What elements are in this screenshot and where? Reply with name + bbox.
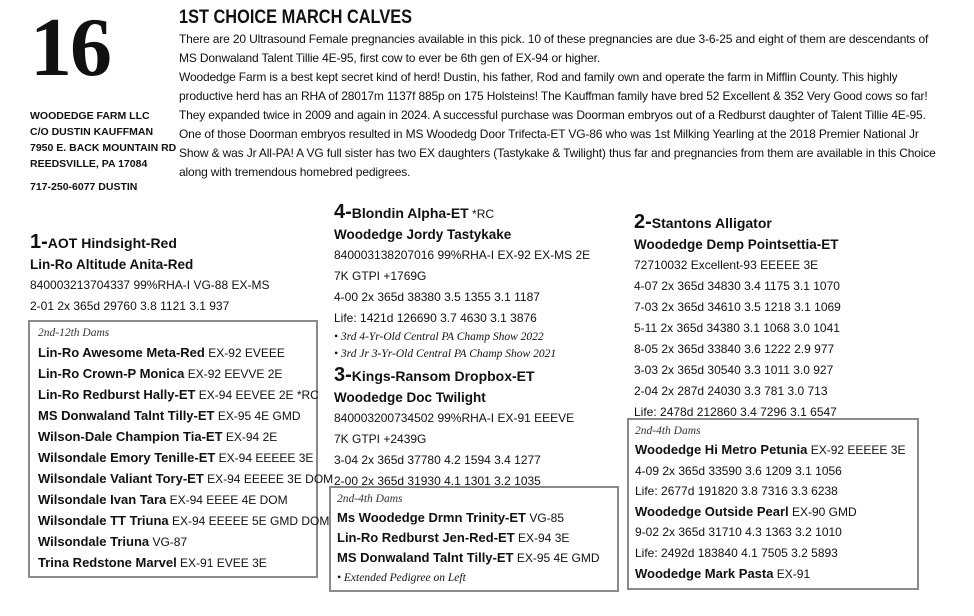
dam-entry-classification: VG-85 — [526, 511, 565, 525]
sire-name: Blondin Alpha-ET — [351, 205, 469, 221]
choice-number: 3- — [334, 364, 352, 386]
dams-box-3 — [627, 418, 919, 590]
dams-label: 2nd-4th Dams — [337, 493, 403, 505]
record-line: 840003138207016 99%RHA-I EX-92 EX-MS 2E — [334, 248, 591, 262]
description-paragraph: Woodedge Farm is a best kept secret kind of herd! Dustin, his father, Rod and family own and operate the farm in Mifflin County. This highly productive herd has an RHA of 28017m 1137f 885p on 175 Holsteins! The Kauffman family have bred 52 Excellent & 352 Very Good cows so far! They expanded twice in 2009 and again in 2024. A successful purchase was Doorman embryos out of a Redburst daughter of Talent Tillie 4E-95. One of those Doorman embryos resulted in MS Woodedg Door Trifecta-ET VG-86 who was 1st Milking Yearling at the 2018 Premier National Jr Show & was Jr All-PA! A VG full sister has two EX daughters (Tastykake & Twilight) thus far and pregnancies from them are available in this Choice along with tremendous homebred pedigrees. — [179, 70, 936, 179]
dam-entry-name: Wilsondale TT Triuna — [38, 513, 169, 528]
dam-entry-classification: EX-92 EEVVE 2E — [184, 367, 283, 381]
dam-entry-name: Lin-Ro Redburst Jen-Red-ET — [337, 530, 515, 545]
dams-box-1 — [28, 320, 334, 578]
dam-entry-name: MS Donwaland Talnt Tilly-ET — [38, 408, 215, 423]
consignor-line: WOODEDGE FARM LLC — [30, 110, 150, 122]
dam-entry-name: Lin-Ro Awesome Meta-Red — [38, 345, 205, 360]
dam-entry — [38, 384, 319, 405]
dam-entry-record: Life: 2677d 191820 3.8 7316 3.3 6238 — [635, 484, 838, 499]
record-line: 7K GTPI +2439G — [334, 432, 427, 446]
dam-entry-classification: VG-87 — [149, 535, 188, 549]
record-line: 4-07 2x 365d 34830 3.4 1175 3.1 1070 — [634, 279, 840, 293]
record-line: 7-03 2x 365d 34610 3.5 1218 3.1 1069 — [634, 300, 841, 314]
dam-entry — [337, 528, 611, 548]
description-paragraph: There are 20 Ultrasound Female pregnancies available in this pick. 10 of these pregnancies are due 3-6-25 and eight of them are descendants of MS Donwaland Talent Tillie 4E-95, first cow to ever be 6th gen of EX-94 or higher. — [179, 32, 929, 65]
dam-entry-name: Wilson-Dale Champion Tia-ET — [38, 429, 223, 444]
dam-entry-name: MS Donwaland Talnt Tilly-ET — [337, 550, 514, 565]
dam-entry — [635, 543, 911, 564]
choice-1 — [30, 230, 269, 317]
dams-label: 2nd-12th Dams — [38, 327, 110, 339]
dams-label: 2nd-4th Dams — [635, 425, 701, 437]
dam-entry-name: Trina Redstone Marvel — [38, 555, 177, 570]
record-line: 3-03 2x 365d 30540 3.3 1011 3.0 927 — [634, 363, 834, 377]
lot-title: 1ST CHOICE MARCH CALVES — [179, 7, 413, 28]
dam-entry — [337, 508, 611, 528]
dams-box-2: 2nd-4th Dams Ms Woodedge Drmn Trinity-ET VG-85 Lin-Ro Redburst Jen-Red-ET EX-94 3E MS Donwaland Talnt Tilly-ET EX-95 4E GMD • Extended Pedigree on Left — [329, 486, 619, 592]
dam-entry — [635, 481, 911, 502]
dam-entry-classification: EX-90 GMD — [788, 504, 857, 519]
record-line: Life: 2478d 212860 3.4 7296 3.1 6547 — [634, 405, 837, 419]
record-line: 840003200734502 99%RHA-I EX-91 EEEVE — [334, 411, 575, 425]
dam-entry-name: Wilsondale Triuna — [38, 534, 150, 549]
dam-entry — [38, 447, 314, 468]
record-line: 2-00 2x 365d 31930 4.1 1301 3.2 1035 — [334, 474, 541, 488]
dam-entry-name: Ms Woodedge Drmn Trinity-ET — [337, 510, 526, 525]
dam-entry-name: Lin-Ro Redburst Hally-ET — [38, 387, 196, 402]
choice-4: 4-Blondin Alpha-ET *RC Woodedge Jordy Tastykake 840003138207016 99%RHA-I EX-92 EX-MS 2E 7K GTPI +1769G 4-00 2x 365d 38380 3.5 1355 3.1 1187 Life: 1421d 126690 3.7 4630 3.1 3876 • 3rd 4-Yr-Old Central PA Champ Show 2022 • 3rd Jr 3-Yr-Old Central PA Champ Show 2021 3-Kings-Ransom Dropbox-ET Woodedge Doc Twilight 840003200734502 99%RHA-I EX-91 EEEVE 7K GTPI +2439G 3-04 2x 365d 37780 4.2 1594 3.4 1277 2-00 2x 365d 31930 4.1 1301 3.2 1035 — [334, 200, 590, 492]
record-line: 4-00 2x 365d 38380 3.5 1355 3.1 1187 — [334, 290, 540, 304]
choice-2 — [634, 210, 841, 423]
record-line: 72710032 Excellent-93 EEEEE 3E — [634, 258, 819, 272]
dam-entry-classification: EX-94 EEEEE 5E GMD DOM — [168, 514, 330, 528]
dam-name: Woodedge Doc Twilight — [334, 390, 486, 405]
dam-entry-classification: EX-91 EVEE 3E — [176, 556, 267, 570]
award-line: 3rd Jr 3-Yr-Old Central PA Champ Show 2021 — [340, 348, 557, 360]
dam-entry-classification: EX-92 EEEEE 3E — [807, 443, 906, 457]
dam-name: Lin-Ro Altitude Anita-Red — [30, 257, 194, 272]
record-line: 840003213704337 99%RHA-I VG-88 EX-MS — [30, 278, 270, 292]
sire-name: Stantons Alligator — [651, 215, 772, 231]
dam-entry-record: 4-09 2x 365d 33590 3.6 1209 3.1 1056 — [635, 463, 842, 478]
record-line: 8-05 2x 365d 33840 3.6 1222 2.9 977 — [634, 342, 835, 356]
dam-entry-classification: EX-94 EEEEE 3E DOM — [203, 472, 334, 486]
dam-entry-name: Wilsondale Ivan Tara — [38, 492, 167, 507]
consignor-line: 7950 E. BACK MOUNTAIN RD — [30, 142, 177, 154]
dam-entry-name: Wilsondale Emory Tenille-ET — [38, 450, 216, 465]
dam-entry — [635, 461, 911, 482]
dam-entry — [635, 440, 911, 461]
dam-entry-classification: EX-91 — [773, 566, 811, 581]
dam-entry-classification: EX-95 4E GMD — [214, 409, 301, 423]
sire-name: AOT Hindsight-Red — [47, 235, 177, 251]
choice-number: 2- — [634, 211, 652, 233]
dam-entry — [38, 405, 308, 426]
dam-entry — [38, 468, 334, 489]
dam-entry-classification: EX-94 EEEE 4E DOM — [166, 493, 288, 507]
dam-entry — [635, 522, 911, 543]
record-line: Life: 1421d 126690 3.7 4630 3.1 3876 — [334, 311, 537, 325]
dam-entry — [38, 426, 308, 447]
dam-entry — [337, 548, 611, 568]
dam-name: Woodedge Jordy Tastykake — [334, 227, 512, 242]
record-line: 2-01 2x 365d 29760 3.8 1121 3.1 937 — [30, 299, 230, 313]
dam-entry-classification: EX-92 EVEEE — [204, 346, 285, 360]
dam-entry-record: 9-02 2x 365d 31710 4.3 1363 3.2 1010 — [635, 525, 842, 540]
dam-entry — [38, 363, 308, 384]
footnote: Extended Pedigree on Left — [343, 572, 466, 584]
dam-entry — [635, 502, 911, 523]
lot-description — [179, 30, 939, 182]
consignor-phone: 717-250-6077 DUSTIN — [30, 181, 138, 193]
dam-entry-name: Wilsondale Valiant Tory-ET — [38, 471, 204, 486]
dam-entry — [38, 531, 308, 552]
dam-entry-classification: EX-95 4E GMD — [513, 551, 600, 565]
dam-entry — [38, 489, 308, 510]
dam-entry-record: Life: 2492d 183840 4.1 7505 3.2 5893 — [635, 545, 838, 560]
dam-entry-classification: EX-94 EEEEE 3E — [215, 451, 314, 465]
award-line: 3rd 4-Yr-Old Central PA Champ Show 2022 — [340, 331, 544, 343]
sire-name: Kings-Ransom Dropbox-ET — [351, 368, 535, 384]
record-line: 3-04 2x 365d 37780 4.2 1594 3.4 1277 — [334, 453, 541, 467]
dam-entry-classification: EX-94 2E — [222, 430, 278, 444]
dam-entry-name: Lin-Ro Crown-P Monica — [38, 366, 185, 381]
consignor-info — [30, 108, 176, 195]
dam-entry-classification: EX-94 EEVEE 2E *RC — [195, 388, 319, 402]
dam-entry — [635, 564, 911, 585]
dam-entry — [38, 552, 308, 573]
dam-entry-name: Woodedge Outside Pearl — [635, 503, 789, 519]
dam-entry-classification: EX-94 3E — [514, 531, 570, 545]
record-line: 2-04 2x 287d 24030 3.3 781 3.0 713 — [634, 384, 828, 398]
record-line: 5-11 2x 365d 34380 3.1 1068 3.0 1041 — [634, 321, 840, 335]
sire-tag: *RC — [468, 207, 495, 221]
dam-entry — [38, 510, 330, 531]
dam-entry — [38, 342, 308, 363]
consignor-line: C/O DUSTIN KAUFFMAN — [30, 126, 154, 138]
dam-entry-name: Woodedge Mark Pasta — [635, 565, 774, 581]
lot-number: 16 — [30, 1, 110, 94]
consignor-line: REEDSVILLE, PA 17084 — [30, 158, 148, 170]
choice-number: 4- — [334, 201, 352, 223]
choice-number: 1- — [30, 231, 48, 253]
dam-name: Woodedge Demp Pointsettia-ET — [634, 237, 839, 252]
dam-entry-name: Woodedge Hi Metro Petunia — [635, 442, 808, 457]
record-line: 7K GTPI +1769G — [334, 269, 427, 283]
